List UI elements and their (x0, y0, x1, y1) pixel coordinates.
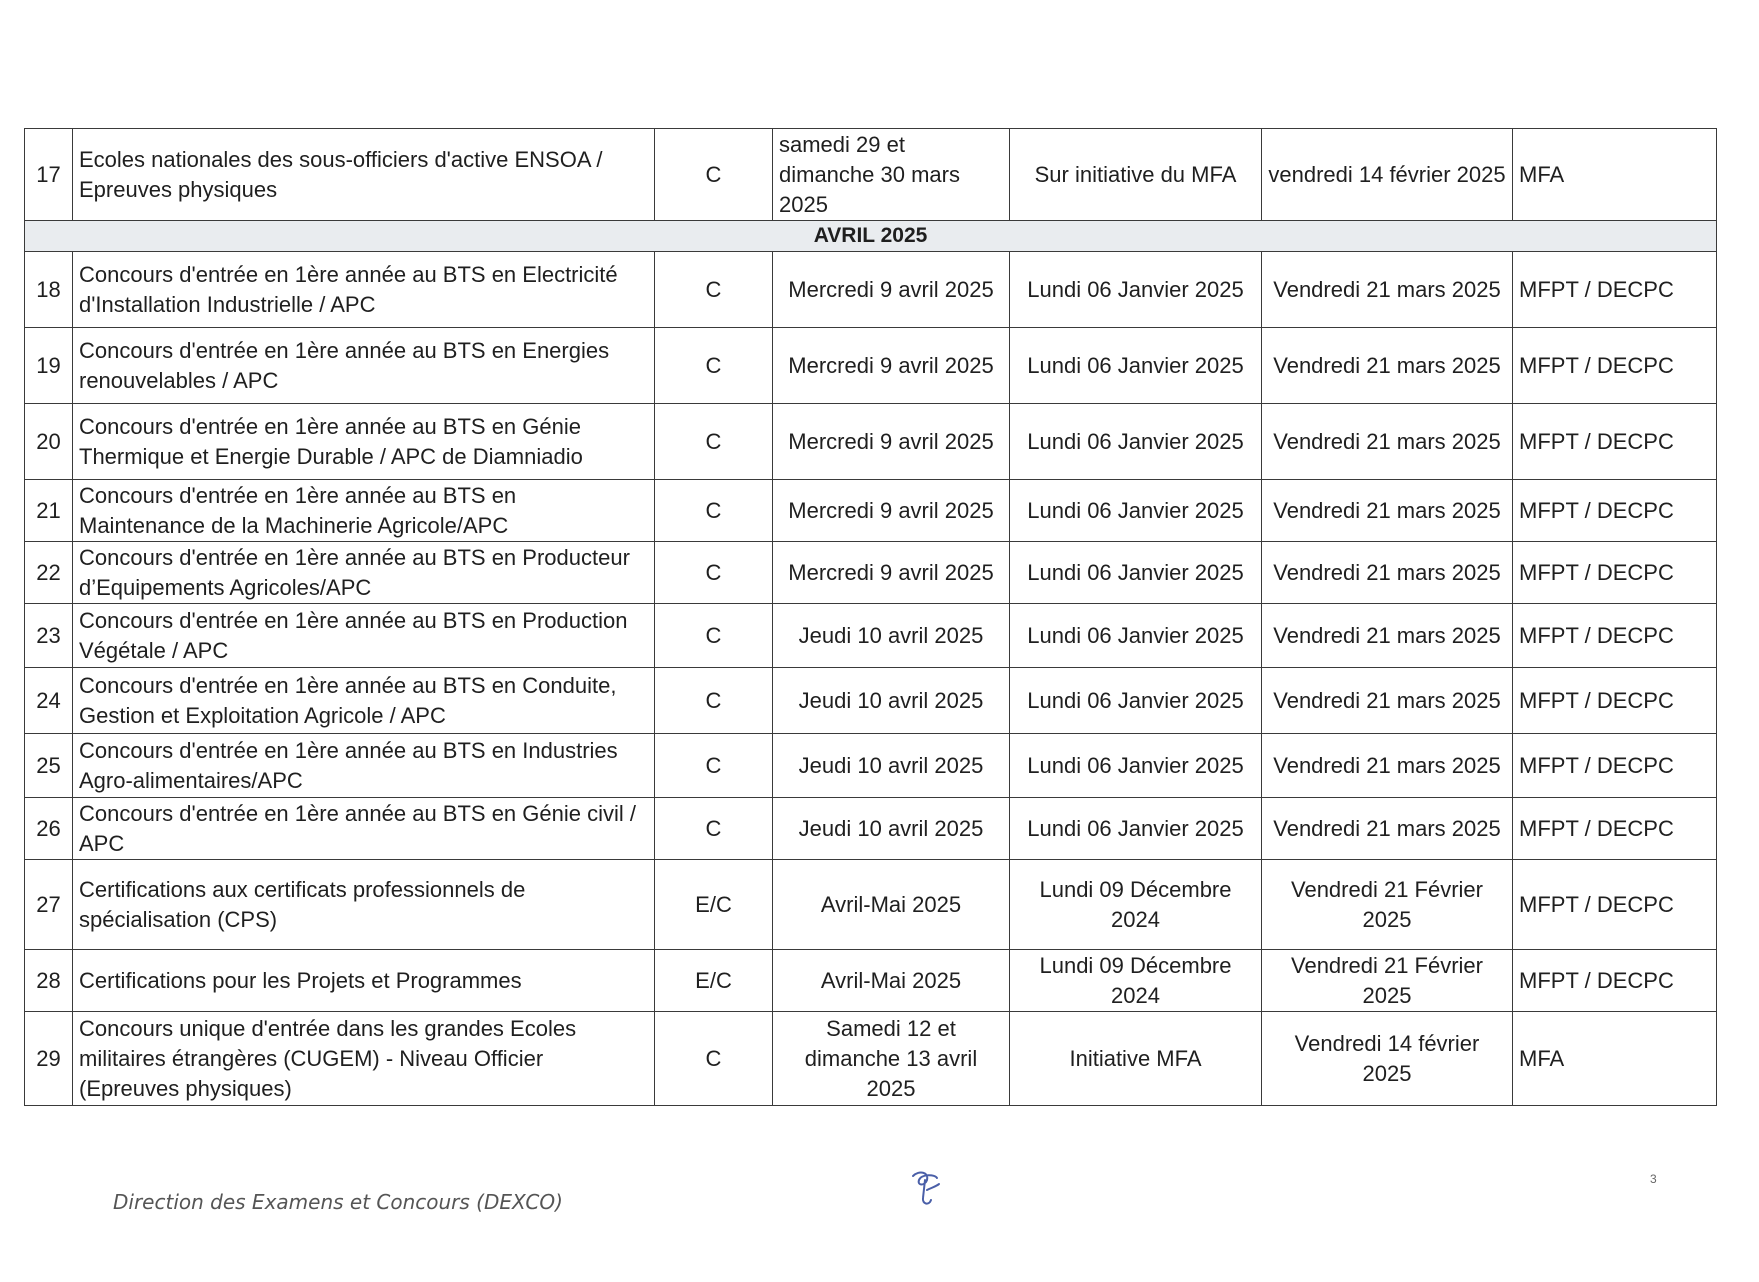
organizer: MFPT / DECPC (1513, 860, 1717, 950)
row-number: 21 (25, 480, 73, 542)
organizer: MFPT / DECPC (1513, 542, 1717, 604)
table-row (25, 668, 1717, 734)
organizer: MFPT / DECPC (1513, 252, 1717, 328)
registration-opening: Sur initiative du MFA (1010, 129, 1262, 221)
row-number: 17 (25, 129, 73, 221)
table-row (25, 129, 1717, 221)
table-row (25, 734, 1717, 798)
registration-closing: Vendredi 21 mars 2025 (1262, 404, 1513, 480)
exam-date: Mercredi 9 avril 2025 (773, 328, 1010, 404)
organizer: MFPT / DECPC (1513, 798, 1717, 860)
exam-date: Mercredi 9 avril 2025 (773, 542, 1010, 604)
organizer: MFA (1513, 1012, 1717, 1106)
exam-date: Samedi 12 et dimanche 13 avril 2025 (773, 1012, 1010, 1106)
row-number: 29 (25, 1012, 73, 1106)
registration-closing: Vendredi 21 Février 2025 (1262, 860, 1513, 950)
exam-title: Concours d'entrée en 1ère année au BTS en Production Végétale / APC (73, 604, 655, 668)
organizer: MFA (1513, 129, 1717, 221)
exam-date: Mercredi 9 avril 2025 (773, 404, 1010, 480)
exam-title: Concours d'entrée en 1ère année au BTS en Génie civil / APC (73, 798, 655, 860)
exam-date: Jeudi 10 avril 2025 (773, 734, 1010, 798)
row-number: 23 (25, 604, 73, 668)
exam-type: C (655, 542, 773, 604)
exam-type: C (655, 328, 773, 404)
registration-closing: Vendredi 21 mars 2025 (1262, 252, 1513, 328)
exam-calendar-table (24, 128, 1717, 1106)
registration-opening: Lundi 06 Janvier 2025 (1010, 404, 1262, 480)
registration-opening: Lundi 06 Janvier 2025 (1010, 734, 1262, 798)
registration-opening: Lundi 06 Janvier 2025 (1010, 252, 1262, 328)
registration-opening: Lundi 06 Janvier 2025 (1010, 328, 1262, 404)
registration-closing: vendredi 14 février 2025 (1262, 129, 1513, 221)
organizer: MFPT / DECPC (1513, 734, 1717, 798)
exam-title: Certifications pour les Projets et Programmes (73, 950, 655, 1012)
registration-closing: Vendredi 21 mars 2025 (1262, 480, 1513, 542)
registration-opening: Lundi 06 Janvier 2025 (1010, 668, 1262, 734)
table-row (25, 1012, 1717, 1106)
row-number: 27 (25, 860, 73, 950)
exam-title: Concours d'entrée en 1ère année au BTS en Maintenance de la Machinerie Agricole/APC (73, 480, 655, 542)
exam-date: Jeudi 10 avril 2025 (773, 798, 1010, 860)
row-number: 24 (25, 668, 73, 734)
exam-type: C (655, 668, 773, 734)
table-row (25, 328, 1717, 404)
footer-text: Direction des Examens et Concours (DEXCO) (113, 1190, 563, 1214)
table-row (25, 404, 1717, 480)
organizer: MFPT / DECPC (1513, 480, 1717, 542)
registration-opening: Lundi 06 Janvier 2025 (1010, 542, 1262, 604)
exam-title: Concours d'entrée en 1ère année au BTS en Energies renouvelables / APC (73, 328, 655, 404)
registration-opening: Lundi 06 Janvier 2025 (1010, 604, 1262, 668)
row-number: 19 (25, 328, 73, 404)
exam-date: Avril-Mai 2025 (773, 950, 1010, 1012)
registration-opening: Lundi 09 Décembre 2024 (1010, 950, 1262, 1012)
exam-type: C (655, 604, 773, 668)
table-row (25, 480, 1717, 542)
table-row (25, 950, 1717, 1012)
exam-type: C (655, 798, 773, 860)
exam-title: Concours d'entrée en 1ère année au BTS en Producteur d’Equipements Agricoles/APC (73, 542, 655, 604)
exam-title: Certifications aux certificats professionnels de spécialisation (CPS) (73, 860, 655, 950)
registration-closing: Vendredi 21 mars 2025 (1262, 734, 1513, 798)
table-row (25, 542, 1717, 604)
exam-type: C (655, 404, 773, 480)
exam-type: E/C (655, 860, 773, 950)
registration-opening: Lundi 09 Décembre 2024 (1010, 860, 1262, 950)
exam-type: C (655, 129, 773, 221)
exam-date: Jeudi 10 avril 2025 (773, 604, 1010, 668)
registration-closing: Vendredi 21 mars 2025 (1262, 668, 1513, 734)
exam-title: Concours d'entrée en 1ère année au BTS en Conduite, Gestion et Exploitation Agricole / APC (73, 668, 655, 734)
exam-type: C (655, 252, 773, 328)
exam-date: Avril-Mai 2025 (773, 860, 1010, 950)
organizer: MFPT / DECPC (1513, 950, 1717, 1012)
registration-opening: Lundi 06 Janvier 2025 (1010, 480, 1262, 542)
registration-closing: Vendredi 14 février 2025 (1262, 1012, 1513, 1106)
exam-date: Jeudi 10 avril 2025 (773, 668, 1010, 734)
month-label: AVRIL 2025 (25, 221, 1717, 252)
registration-closing: Vendredi 21 mars 2025 (1262, 798, 1513, 860)
registration-closing: Vendredi 21 mars 2025 (1262, 328, 1513, 404)
organizer: MFPT / DECPC (1513, 604, 1717, 668)
table-row (25, 252, 1717, 328)
table-row (25, 860, 1717, 950)
handwritten-initials-icon (905, 1166, 945, 1210)
exam-title: Concours d'entrée en 1ère année au BTS en Génie Thermique et Energie Durable / APC de Diamniadio (73, 404, 655, 480)
exam-title: Ecoles nationales des sous-officiers d'active ENSOA / Epreuves physiques (73, 129, 655, 221)
exam-date: Mercredi 9 avril 2025 (773, 480, 1010, 542)
organizer: MFPT / DECPC (1513, 328, 1717, 404)
registration-opening: Lundi 06 Janvier 2025 (1010, 798, 1262, 860)
row-number: 20 (25, 404, 73, 480)
exam-type: C (655, 480, 773, 542)
exam-type: C (655, 1012, 773, 1106)
table-row (25, 798, 1717, 860)
registration-closing: Vendredi 21 mars 2025 (1262, 604, 1513, 668)
organizer: MFPT / DECPC (1513, 404, 1717, 480)
organizer: MFPT / DECPC (1513, 668, 1717, 734)
exam-type: C (655, 734, 773, 798)
exam-date: Mercredi 9 avril 2025 (773, 252, 1010, 328)
exam-type: E/C (655, 950, 773, 1012)
registration-opening: Initiative MFA (1010, 1012, 1262, 1106)
registration-closing: Vendredi 21 mars 2025 (1262, 542, 1513, 604)
row-number: 26 (25, 798, 73, 860)
exam-date: samedi 29 et dimanche 30 mars 2025 (773, 129, 1010, 221)
row-number: 25 (25, 734, 73, 798)
exam-title: Concours d'entrée en 1ère année au BTS en Electricité d'Installation Industrielle / APC (73, 252, 655, 328)
registration-closing: Vendredi 21 Février 2025 (1262, 950, 1513, 1012)
month-header-row (25, 221, 1717, 252)
row-number: 28 (25, 950, 73, 1012)
page-number: 3 (1650, 1172, 1657, 1186)
row-number: 22 (25, 542, 73, 604)
table-row (25, 604, 1717, 668)
row-number: 18 (25, 252, 73, 328)
exam-title: Concours unique d'entrée dans les grandes Ecoles militaires étrangères (CUGEM) - Niveau Officier (Epreuves physiques) (73, 1012, 655, 1106)
exam-title: Concours d'entrée en 1ère année au BTS en Industries Agro-alimentaires/APC (73, 734, 655, 798)
